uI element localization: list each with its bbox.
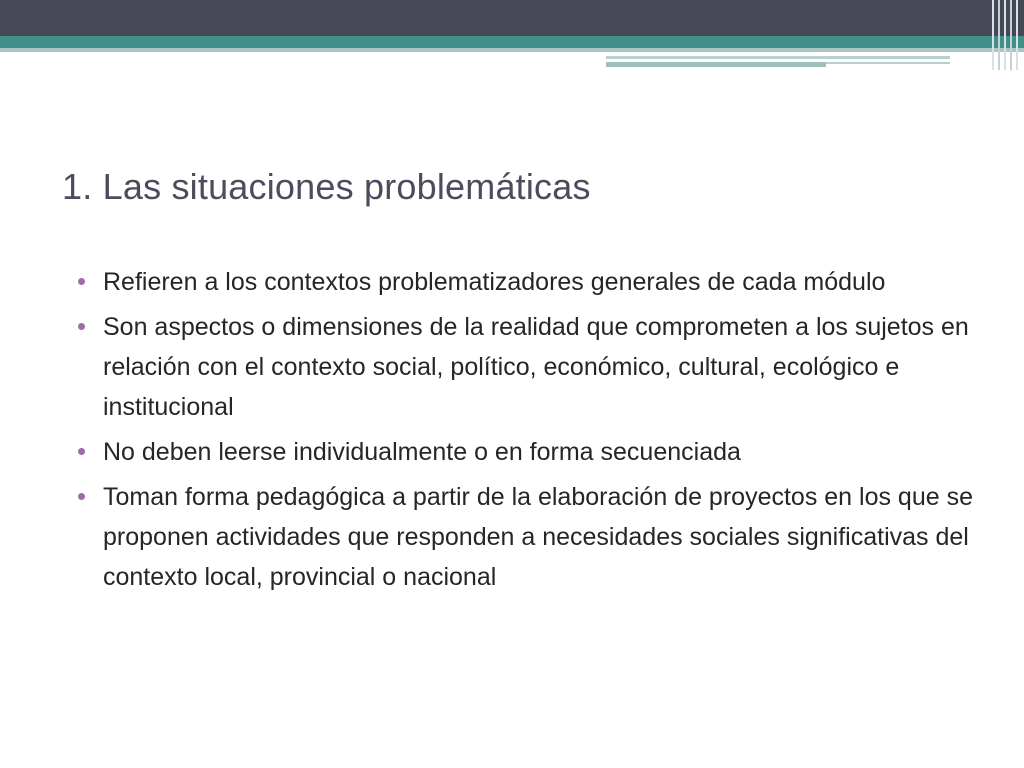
bullet-text: No deben leerse individualmente o en forma secuenciada (103, 438, 741, 466)
header-pale-band (0, 48, 1024, 52)
bullet-text: Refieren a los contextos problematizadores generales de cada módulo (103, 268, 886, 296)
header-accent-stripe (826, 62, 950, 64)
header-accent-stripe (606, 62, 826, 67)
header-accent-stripe (606, 56, 950, 59)
bullet-item (76, 477, 976, 597)
bullet-item (76, 432, 976, 472)
header-vertical-lines (990, 0, 1024, 70)
bullet-dot-icon (78, 323, 85, 330)
slide-title: 1. Las situaciones problemáticas (62, 166, 591, 207)
header-dark-band (0, 0, 1024, 36)
bullet-list (76, 262, 976, 602)
slide-header-decoration (0, 0, 1024, 80)
header-teal-band (0, 36, 1024, 48)
bullet-text: Son aspectos o dimensiones de la realidad que comprometen a los sujetos en relación con el contexto social, político, económico, cultural, ecológico e institucional (103, 313, 969, 421)
bullet-dot-icon (78, 493, 85, 500)
bullet-text: Toman forma pedagógica a partir de la elaboración de proyectos en los que se proponen actividades que responden a necesidades sociales significativas del contexto local, provincial o nacional (103, 483, 973, 591)
bullet-dot-icon (78, 278, 85, 285)
bullet-item (76, 307, 976, 427)
bullet-dot-icon (78, 448, 85, 455)
bullet-item (76, 262, 976, 302)
